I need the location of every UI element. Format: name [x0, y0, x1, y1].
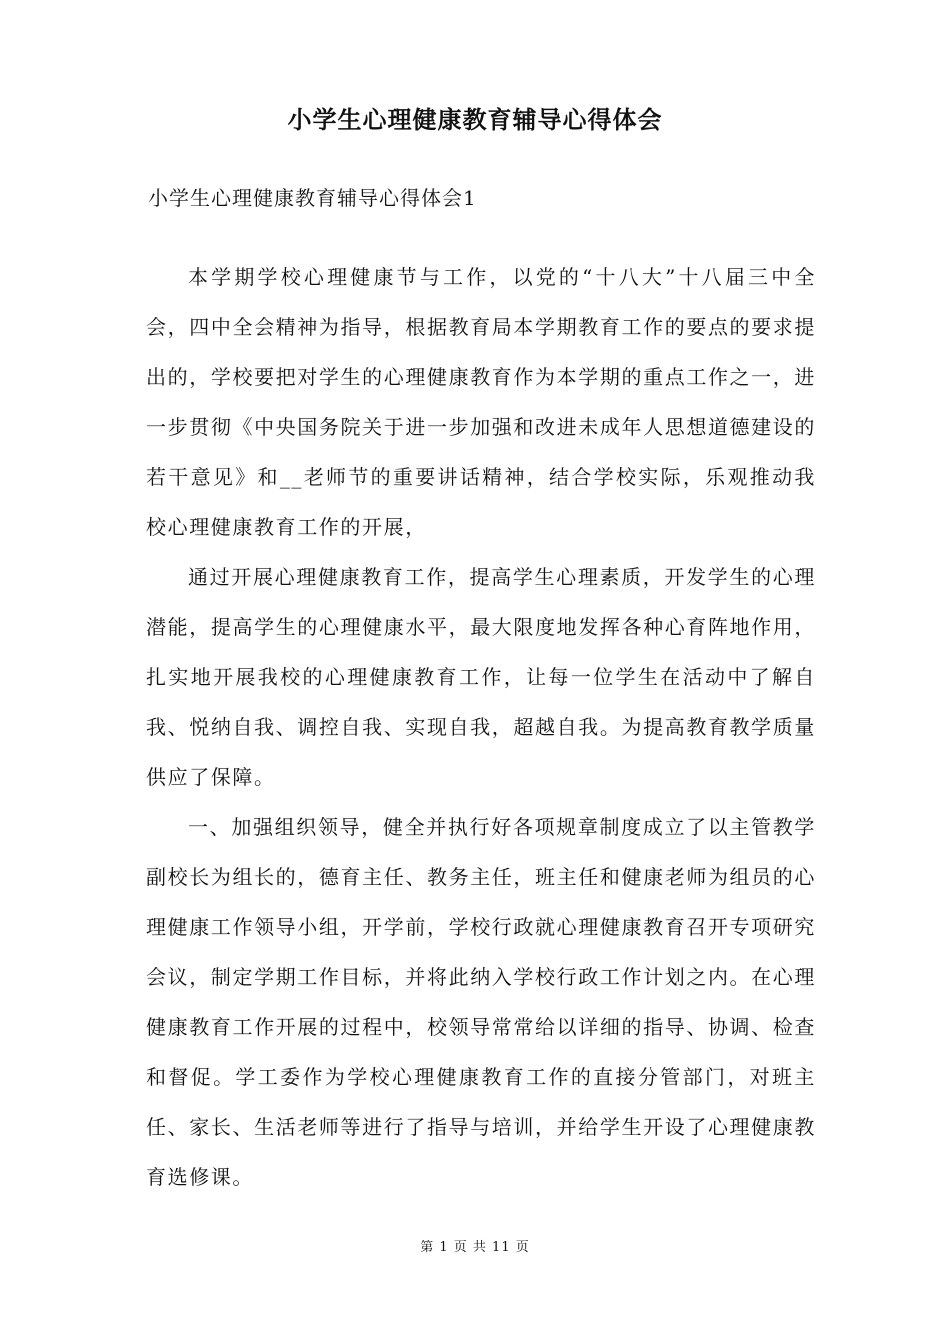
paragraph: 一、加强组织领导，健全并执行好各项规章制度成立了以主管教学副校长为组长的，德育主任、教务主任，班主任和健康老师为组员的心理健康工作领导小组，开学前，学校行政就心理健康教育召开专项研究会议，制定学期工作目标，并将此纳入学校行政工作计划之内。在心理健康教育工作开展的过程中，校领导常常给以详细的指导、协调、检查和督促。学工委作为学校心理健康教育工作的直接分管部门，对班主任、家长、生活老师等进行了指导与培训，并给学生开设了心理健康教育选修课。 — [146, 815, 816, 1189]
page-footer: 第 1 页 共 11 页 — [420, 1240, 530, 1255]
document-title: 小学生心理健康教育辅导心得体会 — [287, 105, 663, 134]
section-subheading: 小学生心理健康教育辅导心得体会1 — [148, 186, 477, 210]
paragraph: 通过开展心理健康教育工作，提高学生心理素质，开发学生的心理潜能，提高学生的心理健康水平，最大限度地发挥各种心育阵地作用，扎实地开展我校的心理健康教育工作，让每一位学生在活动中了解自我、悦纳自我、调控自我、实现自我，超越自我。为提高教育教学质量供应了保障。 — [146, 565, 816, 789]
document-body — [146, 252, 816, 1202]
paragraph: 本学期学校心理健康节与工作，以党的“十八大”十八届三中全会，四中全会精神为指导，根据教育局本学期教育工作的要点的要求提出的，学校要把对学生的心理健康教育作为本学期的重点工作之一，进一步贯彻《中央国务院关于进一步加强和改进未成年人思想道德建设的若干意见》和__老师节的重要讲话精神，结合学校实际，乐观推动我校心理健康教育工作的开展， — [146, 265, 816, 539]
